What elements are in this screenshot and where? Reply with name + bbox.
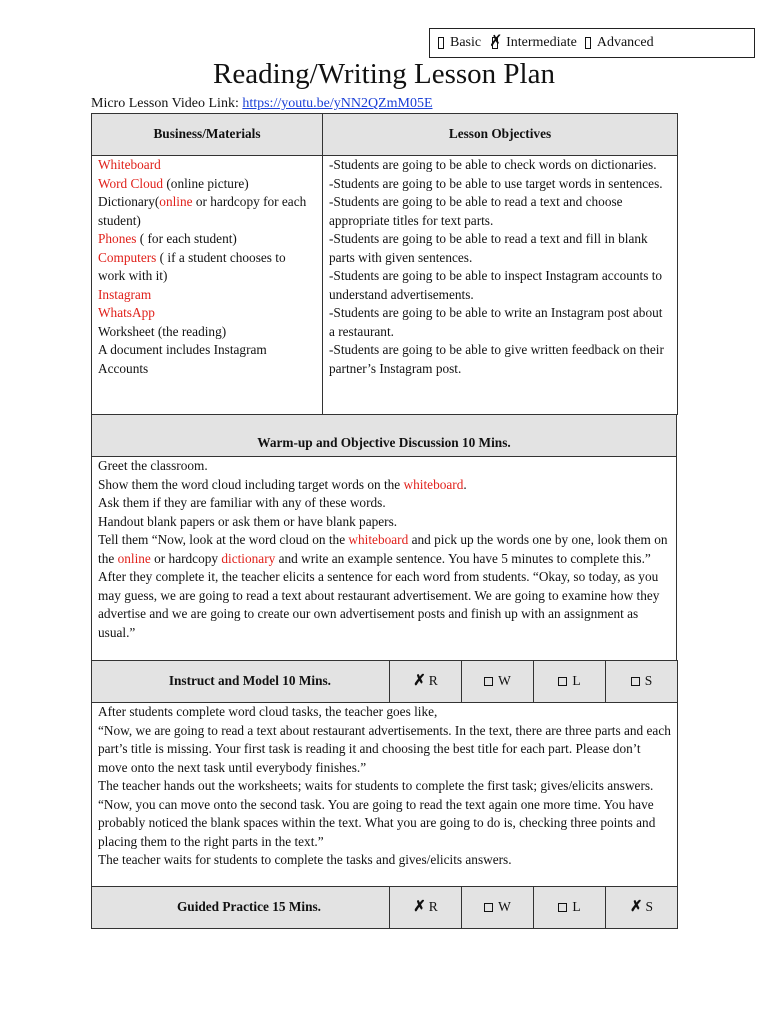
materials-header: Business/Materials (92, 114, 323, 156)
objective-item: -Students are going to be able to read a text and choose appropriate titles for text parts. (329, 194, 623, 228)
guided-header: Guided Practice 15 Mins. (92, 887, 390, 929)
instruct-table (91, 660, 678, 887)
objective-item: -Students are going to be able to check words on dictionaries. (329, 157, 657, 172)
material-item: Worksheet (the reading) (98, 323, 227, 339)
warmup-body: Greet the classroom. Show them the word cloud including target words on the whiteboard. Ask them if they are familiar with any of these words. Handout blank papers or ask them or have blank papers. Tell them “Now, look at the word cloud on the whiteboard and pick up the words one by one, look them on the online or hardcopy dictionary and write an example sentence. You have 5 minutes to complete this.” After they complete it, the teacher elicits a sentence for each word from students. “Okay, so today, as you may guess, we are going to read a text about restaurant advertisement. We are going to examine how they advertise and we are going to create our own advertisement posts and finish up with an assignment as usual.” (92, 457, 677, 661)
material-item: Dictionary(online or hardcopy for each student) (98, 194, 307, 228)
level-advanced[interactable] (585, 35, 654, 51)
checkbox-unchecked-icon[interactable] (585, 37, 591, 49)
objective-item: -Students are going to be able to read a text and fill in blank parts with given sentences. (329, 231, 648, 265)
x-mark-icon: ✗ (413, 899, 426, 916)
materials-list (92, 156, 323, 415)
warmup-table (91, 414, 677, 661)
skill-writing-unchecked[interactable]: W (462, 661, 534, 703)
skill-reading-checked[interactable]: ✗ R (390, 887, 462, 929)
objective-item: -Students are going to be able to inspect Instagram accounts to understand advertisements. (329, 268, 663, 302)
material-item: Whiteboard (98, 157, 161, 172)
checkbox-unchecked-icon (631, 677, 640, 686)
instruct-body: After students complete word cloud tasks, the teacher goes like, “Now, we are going to read a text about restaurant advertisements. In the text, there are three parts and each part’s title is missing. Your first task is reading it and choosing the best title for each part. Please don’t move onto the next task until everybody finishes.” The teacher hands out the worksheets; waits for students to complete the first task; gives/elicits answers. “Now, you can move onto the second task. You are going to read the text again one more time. You have probably noticed the blank spaces within the text. What you are going to do is, checking three points and placing them to the right parts in the text.” The teacher waits for students to complete the tasks and gives/elicits answers. (92, 703, 678, 887)
checkbox-unchecked-icon (558, 677, 567, 686)
skill-speaking-checked[interactable]: ✗ S (606, 887, 678, 929)
level-selector (429, 28, 755, 58)
x-mark-icon: ✗ (413, 673, 426, 690)
skill-listening-unchecked[interactable]: L (534, 887, 606, 929)
level-basic[interactable] (438, 35, 481, 51)
level-intermediate-label: Intermediate (506, 35, 577, 50)
checkbox-unchecked-icon[interactable] (438, 37, 444, 49)
objective-item: -Students are going to be able to write an Instagram post about a restaurant. (329, 305, 663, 339)
objectives-list (323, 156, 678, 415)
objective-item: -Students are going to be able to give written feedback on their partner’s Instagram post. (329, 342, 664, 376)
checkbox-checked-icon[interactable]: ✗ (489, 33, 503, 50)
material-item: Phones ( for each student) (98, 231, 237, 246)
x-mark-icon: ✗ (629, 899, 643, 916)
skill-reading-checked[interactable]: ✗ R (390, 661, 462, 703)
material-item: Instagram (98, 286, 152, 302)
video-link[interactable]: https://youtu.be/yNN2QZmM05E (242, 96, 433, 111)
level-basic-label: Basic (450, 35, 482, 50)
objective-item: -Students are going to be able to use target words in sentences. (329, 175, 663, 191)
video-link-label: Micro Lesson Video Link: (91, 96, 243, 111)
level-intermediate[interactable] (489, 35, 577, 51)
skill-speaking-unchecked[interactable]: S (606, 661, 678, 703)
instruct-header: Instruct and Model 10 Mins. (92, 661, 390, 703)
guided-practice-table (91, 886, 678, 929)
warmup-header: Warm-up and Objective Discussion 10 Mins. (92, 415, 677, 457)
page-title: Reading/Writing Lesson Plan (213, 58, 555, 90)
checkbox-unchecked-icon (558, 903, 567, 912)
skill-writing-unchecked[interactable]: W (462, 887, 534, 929)
material-item: A document includes Instagram Accounts (98, 342, 267, 376)
skill-listening-unchecked[interactable]: L (534, 661, 606, 703)
checkbox-unchecked-icon (484, 903, 493, 912)
level-advanced-label: Advanced (596, 35, 654, 50)
video-link-line (91, 96, 433, 112)
material-item: WhatsApp (98, 305, 155, 320)
materials-objectives-table (91, 113, 678, 415)
objectives-header: Lesson Objectives (323, 114, 678, 156)
material-item: Computers ( if a student chooses to work with it) (98, 249, 286, 283)
material-item: Word Cloud (online picture) (98, 175, 249, 191)
checkbox-unchecked-icon (484, 677, 493, 686)
